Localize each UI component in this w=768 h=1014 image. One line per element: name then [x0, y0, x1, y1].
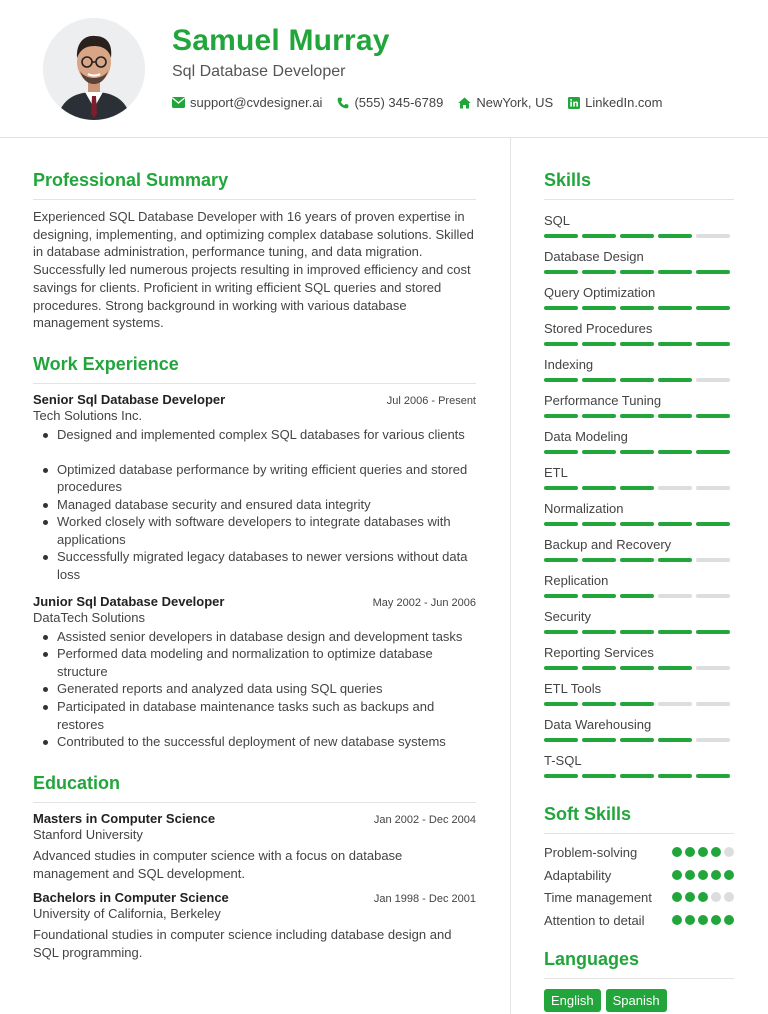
profile-photo [43, 18, 145, 120]
skill-item [544, 716, 734, 742]
skill-level-segment-filled [544, 414, 578, 418]
job-title: Senior Sql Database Developer [33, 391, 226, 407]
skill-level-bar [544, 378, 734, 382]
skill-name: Performance Tuning [544, 393, 662, 408]
skill-name: Backup and Recovery [544, 537, 672, 552]
contact-linkedin[interactable] [568, 95, 662, 110]
skill-level-segment-filled [544, 702, 578, 706]
soft-skill-name: Problem-solving [544, 845, 638, 860]
skill-name: ETL Tools [544, 681, 602, 696]
skill-level-segment-filled [544, 378, 578, 382]
skill-level-segment-filled [696, 306, 730, 310]
soft-skills-list [544, 844, 734, 929]
candidate-role: Sql Database Developer [172, 63, 346, 80]
languages-list [544, 989, 734, 1012]
skill-name: Normalization [544, 501, 624, 516]
job-entry [33, 594, 476, 751]
job-entry [33, 392, 476, 584]
skill-item [544, 320, 734, 346]
skill-name: Reporting Services [544, 645, 654, 660]
skill-level-segment-filled [582, 270, 616, 274]
skill-level-segment-filled [658, 666, 692, 670]
skill-level-bar [544, 558, 734, 562]
skill-level-segment-filled [544, 558, 578, 562]
job-dates: Jul 2006 - Present [386, 394, 476, 407]
education-entry [33, 811, 476, 882]
skill-level-segment-filled [544, 270, 578, 274]
rating-dot-filled [724, 915, 734, 925]
skill-level-segment-filled [620, 666, 654, 670]
skill-level-segment-filled [582, 594, 616, 598]
job-company: DataTech Solutions [33, 609, 146, 625]
skill-name: Database Design [544, 249, 644, 264]
skill-level-segment-filled [544, 594, 578, 598]
skills-section [544, 170, 734, 778]
skill-level-segment-filled [620, 630, 654, 634]
skill-level-bar [544, 522, 734, 526]
job-bullets [33, 628, 476, 751]
skill-name: SQL [544, 213, 571, 228]
skill-level-segment-filled [620, 774, 654, 778]
soft-skill-item [544, 844, 734, 862]
skill-level-bar [544, 450, 734, 454]
rating-dot-filled [672, 915, 682, 925]
skill-level-segment-filled [544, 450, 578, 454]
skill-level-segment-filled [658, 522, 692, 526]
skill-level-segment-filled [620, 558, 654, 562]
education-title: Education [33, 773, 476, 803]
rating-dot-filled [672, 892, 682, 902]
skill-level-segment-filled [658, 270, 692, 274]
column-divider [510, 138, 511, 1014]
skill-item [544, 464, 734, 490]
location-text: NewYork, US [476, 95, 554, 110]
skill-level-bar [544, 738, 734, 742]
job-bullet: Assisted senior developers in database design and development tasks [33, 628, 476, 646]
skill-level-bar [544, 630, 734, 634]
skill-level-segment-filled [696, 270, 730, 274]
skill-level-segment-filled [658, 738, 692, 742]
skill-level-bar [544, 234, 734, 238]
skill-level-segment-filled [658, 558, 692, 562]
soft-skill-name: Time management [544, 890, 652, 906]
skill-level-bar [544, 702, 734, 706]
contact-phone[interactable] [337, 95, 443, 110]
skill-item [544, 284, 734, 310]
education-desc: Foundational studies in computer science including database design and SQL programming. [33, 927, 452, 960]
soft-skill-name: Attention to detail [544, 912, 645, 928]
languages-section [544, 949, 734, 1012]
skill-level-bar [544, 342, 734, 346]
rating-dot-filled [685, 847, 695, 857]
skill-level-segment-filled [544, 486, 578, 490]
skill-item [544, 392, 734, 418]
skill-item [544, 680, 734, 706]
skill-item [544, 536, 734, 562]
job-bullet: Managed database security and ensured data integrity [33, 496, 476, 514]
skill-name: Query Optimization [544, 285, 656, 300]
skill-level-segment-filled [582, 450, 616, 454]
degree-title: Masters in Computer Science [33, 810, 216, 826]
skill-name: T-SQL [544, 753, 582, 768]
education-section [33, 773, 476, 962]
job-bullets [33, 426, 476, 584]
skill-level-segment-filled [696, 450, 730, 454]
job-company: Tech Solutions Inc. [33, 407, 143, 423]
skill-level-segment-filled [544, 630, 578, 634]
skill-level-segment-filled [658, 378, 692, 382]
phone-icon [337, 97, 349, 109]
skill-level-segment-empty [696, 234, 730, 238]
skill-level-segment-filled [582, 378, 616, 382]
skill-level-segment-filled [582, 522, 616, 526]
skill-item [544, 644, 734, 670]
skill-level-segment-filled [620, 378, 654, 382]
skill-level-segment-filled [582, 558, 616, 562]
experience-section [33, 354, 476, 751]
languages-title: Languages [544, 949, 734, 979]
skill-level-segment-filled [658, 414, 692, 418]
job-title: Junior Sql Database Developer [33, 593, 225, 609]
job-bullet: Designed and implemented complex SQL databases for various clients [33, 426, 476, 444]
skill-level-segment-filled [696, 342, 730, 346]
skill-level-segment-empty [696, 666, 730, 670]
skill-level-segment-filled [696, 522, 730, 526]
rating-dot-filled [724, 870, 734, 880]
skill-level-segment-empty [658, 486, 692, 490]
experience-title: Work Experience [33, 354, 476, 384]
soft-skill-name: Adaptability [544, 867, 612, 883]
degree-title: Bachelors in Computer Science [33, 890, 229, 906]
home-icon [458, 97, 471, 109]
skill-level-segment-filled [696, 774, 730, 778]
skill-item [544, 428, 734, 454]
skill-level-segment-filled [582, 702, 616, 706]
school-name: Stanford University [33, 826, 143, 842]
rating-dot-empty [724, 847, 734, 857]
skill-level-segment-filled [620, 702, 654, 706]
rating-dot-filled [698, 915, 708, 925]
job-bullet: Performed data modeling and normalization to optimize database structure [33, 645, 476, 680]
job-dates: May 2002 - Jun 2006 [372, 596, 476, 609]
skill-level-segment-filled [620, 342, 654, 346]
job-bullet: Generated reports and analyzed data using SQL queries [33, 680, 476, 698]
contact-location [458, 95, 553, 110]
skill-level-segment-empty [696, 486, 730, 490]
skill-level-segment-filled [620, 234, 654, 238]
skill-level-bar [544, 306, 734, 310]
school-name: University of California, Berkeley [33, 906, 221, 922]
education-dates: Jan 1998 - Dec 2001 [373, 893, 476, 906]
job-bullet: Contributed to the successful deployment of new database systems [33, 733, 476, 751]
rating-dot-filled [672, 847, 682, 857]
skill-item [544, 608, 734, 634]
skill-level-segment-filled [582, 486, 616, 490]
summary-title: Professional Summary [33, 170, 476, 200]
education-desc: Advanced studies in computer science with a focus on database management and SQL development. [33, 847, 403, 881]
skill-level-segment-filled [582, 666, 616, 670]
skill-level-segment-filled [544, 342, 578, 346]
skill-level-segment-filled [620, 522, 654, 526]
language-badge: Spanish [606, 989, 667, 1012]
soft-skill-rating [672, 915, 734, 925]
skill-level-segment-empty [696, 738, 730, 742]
skill-level-segment-filled [582, 342, 616, 346]
soft-skill-item [544, 867, 734, 885]
skill-item [544, 752, 734, 778]
job-bullet: Participated in database maintenance tasks such as backups and restores [33, 698, 476, 733]
skill-level-segment-filled [696, 630, 730, 634]
soft-skill-rating [672, 847, 734, 857]
rating-dot-filled [711, 870, 721, 880]
skills-list [544, 212, 734, 778]
skill-level-segment-empty [658, 702, 692, 706]
skill-level-segment-empty [696, 594, 730, 598]
rating-dot-filled [685, 892, 695, 902]
skill-level-bar [544, 414, 734, 418]
skill-name: Indexing [544, 357, 594, 372]
resume-header [0, 0, 768, 138]
soft-skill-item [544, 912, 734, 930]
skill-level-segment-filled [658, 774, 692, 778]
skill-name: Stored Procedures [544, 321, 653, 336]
skill-level-bar [544, 270, 734, 274]
soft-skills-title: Soft Skills [544, 804, 734, 834]
skill-level-segment-filled [582, 630, 616, 634]
skill-level-segment-filled [696, 414, 730, 418]
skill-level-segment-filled [582, 774, 616, 778]
skill-level-segment-filled [544, 306, 578, 310]
rating-dot-empty [724, 892, 734, 902]
skill-level-bar [544, 594, 734, 598]
email-text: support@cvdesigner.ai [190, 95, 323, 110]
skills-title: Skills [544, 170, 734, 200]
rating-dot-filled [698, 847, 708, 857]
skill-level-segment-filled [620, 594, 654, 598]
skill-name: Replication [544, 573, 609, 588]
soft-skill-rating [672, 870, 734, 880]
skill-level-segment-filled [582, 414, 616, 418]
skill-level-segment-filled [620, 270, 654, 274]
job-bullet: Worked closely with software developers to integrate databases with applications [33, 513, 476, 548]
skill-level-segment-filled [620, 306, 654, 310]
education-dates: Jan 2002 - Dec 2004 [373, 813, 476, 826]
skill-level-segment-filled [620, 738, 654, 742]
skill-level-bar [544, 774, 734, 778]
skill-level-segment-empty [696, 702, 730, 706]
candidate-name: Samuel Murray [172, 24, 390, 57]
summary-section [33, 170, 476, 332]
skill-level-segment-empty [696, 558, 730, 562]
skill-level-segment-filled [544, 522, 578, 526]
contact-list [172, 95, 663, 110]
skill-level-bar [544, 666, 734, 670]
skill-level-segment-filled [620, 486, 654, 490]
skill-item [544, 248, 734, 274]
phone-text: (555) 345-6789 [354, 95, 444, 110]
education-entry [33, 890, 476, 961]
skill-level-segment-filled [658, 234, 692, 238]
skill-item [544, 356, 734, 382]
skill-name: Data Warehousing [544, 717, 652, 732]
linkedin-icon [568, 97, 580, 109]
rating-dot-filled [698, 892, 708, 902]
language-badge: English [544, 989, 601, 1012]
skill-item [544, 500, 734, 526]
rating-dot-filled [685, 870, 695, 880]
skill-level-segment-filled [544, 738, 578, 742]
skill-level-segment-filled [582, 306, 616, 310]
skill-level-segment-filled [658, 630, 692, 634]
soft-skills-section [544, 804, 734, 929]
soft-skill-item [544, 889, 734, 907]
skill-name: Security [544, 609, 591, 624]
rating-dot-filled [711, 915, 721, 925]
skill-level-segment-filled [658, 450, 692, 454]
rating-dot-filled [711, 847, 721, 857]
rating-dot-filled [672, 870, 682, 880]
linkedin-text: LinkedIn.com [585, 95, 663, 110]
skill-level-segment-filled [658, 342, 692, 346]
rating-dot-filled [698, 870, 708, 880]
skill-level-segment-filled [582, 738, 616, 742]
sidebar-column [544, 170, 734, 1012]
skill-level-segment-filled [582, 234, 616, 238]
skill-item [544, 212, 734, 238]
rating-dot-filled [685, 915, 695, 925]
skill-level-segment-filled [544, 666, 578, 670]
skill-level-segment-filled [658, 306, 692, 310]
job-bullet: Optimized database performance by writing efficient queries and stored procedures [33, 461, 476, 496]
envelope-icon [172, 97, 185, 108]
skill-level-segment-filled [620, 450, 654, 454]
skill-level-bar [544, 486, 734, 490]
skill-name: Data Modeling [544, 429, 628, 444]
skill-level-segment-filled [544, 234, 578, 238]
skill-level-segment-filled [544, 774, 578, 778]
soft-skill-rating [672, 892, 734, 902]
skill-level-segment-empty [658, 594, 692, 598]
skill-item [544, 572, 734, 598]
rating-dot-empty [711, 892, 721, 902]
job-bullet: Successfully migrated legacy databases to newer versions without data loss [33, 548, 476, 583]
contact-email[interactable] [172, 95, 322, 110]
skill-name: ETL [544, 465, 568, 480]
skill-level-segment-empty [696, 378, 730, 382]
main-column [33, 170, 476, 962]
summary-text: Experienced SQL Database Developer with 16 years of proven expertise in designing, implementing, and optimizing complex database solutions. Skilled in database administration, performance tuning, and data migration. Successfully led numerous projects resulting in improved efficiency and cost savings for clients. Proficient in writing efficient SQL queries and stored procedures. Strong background in working with various database management systems. [33, 209, 474, 331]
skill-level-segment-filled [620, 414, 654, 418]
